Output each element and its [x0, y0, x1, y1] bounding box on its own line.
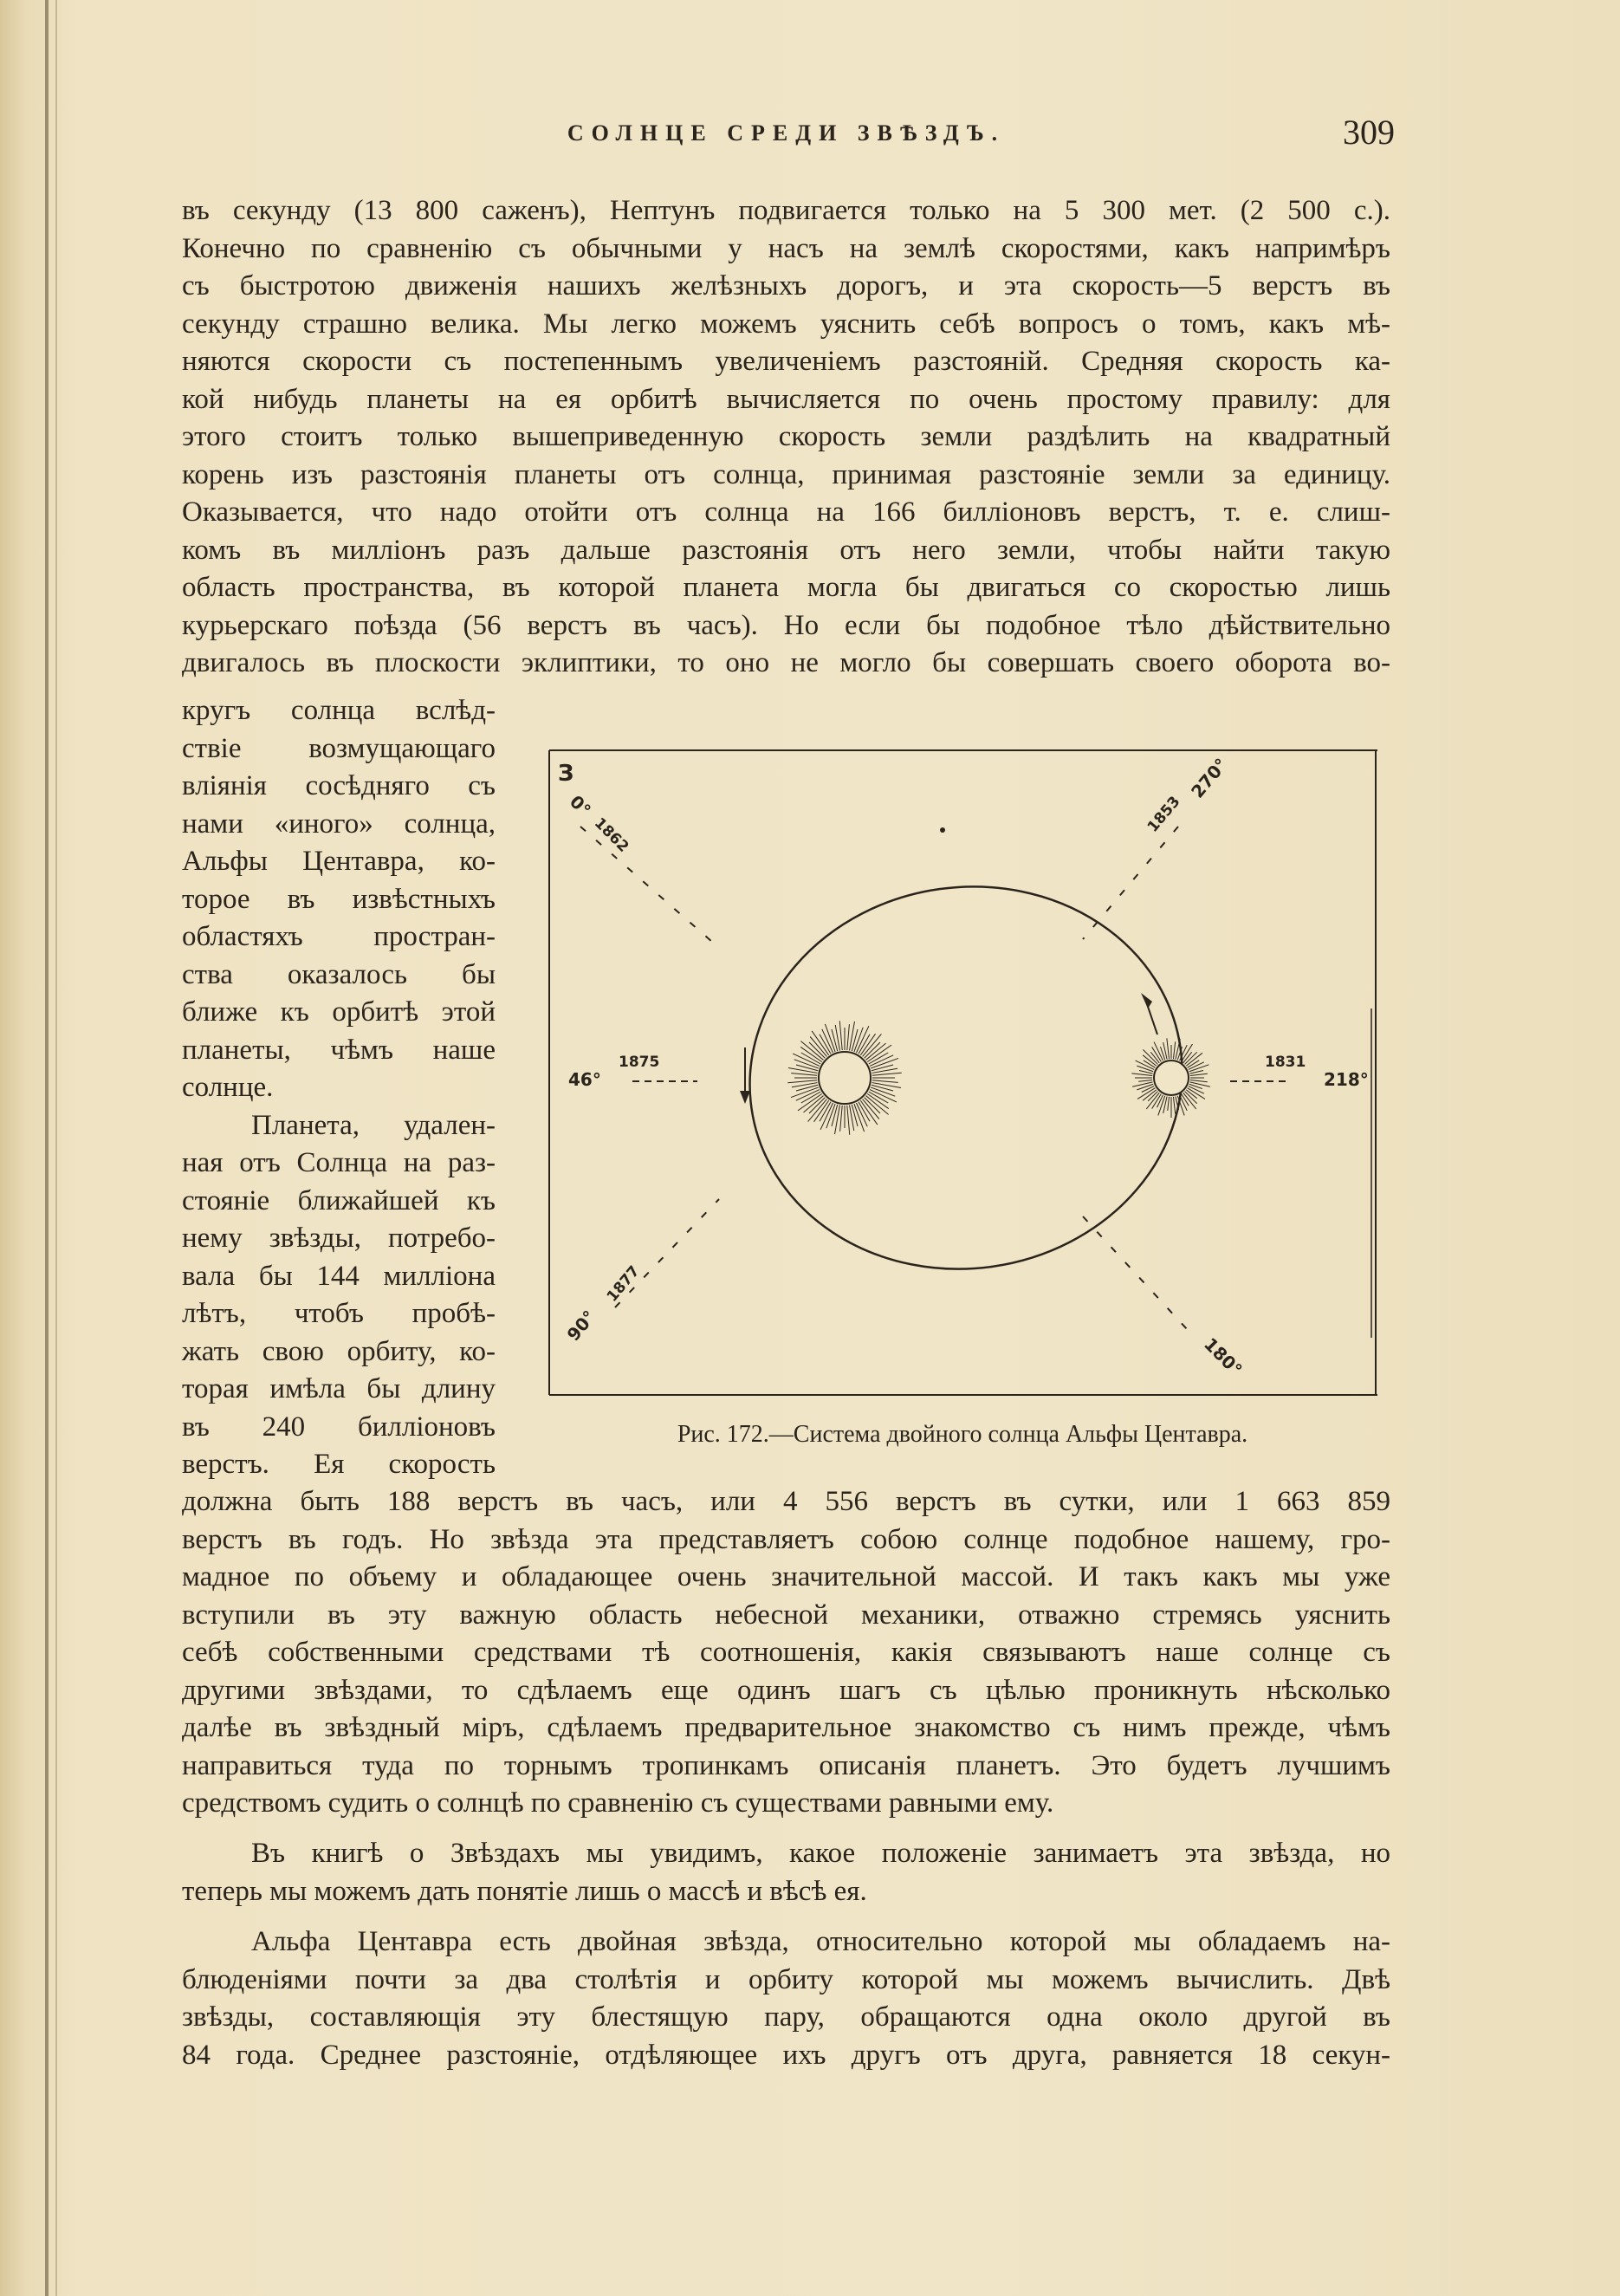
- text-line: въ секунду (13 800 саженъ), Нептунъ подвигается только на 5 300 мет. (2 500 с.).: [182, 195, 1390, 226]
- text-line: верстъ въ годъ. Но звѣзда эта представляетъ собою солнце подобное нашему, гро-: [182, 1523, 1390, 1555]
- arrow-down-head: [740, 1091, 750, 1104]
- running-title: СОЛНЦЕ СРЕДИ ЗВѢЗДЪ.: [567, 120, 1006, 146]
- star-ray: [1173, 1097, 1175, 1114]
- star-ray: [798, 1093, 822, 1111]
- text-line: мадное по объему и обладающее очень значительной массой. И такъ какъ мы уже: [182, 1561, 1390, 1592]
- text-line: въ 240 билліоновъ: [182, 1411, 496, 1443]
- line-180-deg: [1083, 1216, 1187, 1329]
- star-ray: [839, 1021, 842, 1050]
- star-ray: [1132, 1082, 1152, 1086]
- star-ray: [1142, 1086, 1154, 1093]
- text-line: нему звѣзды, потребо-: [182, 1223, 496, 1254]
- text-line: кой нибудь планеты на ея орбитѣ вычисляется по очень простому правилу: для: [182, 383, 1390, 415]
- text-line: ближе къ орбитѣ этой: [182, 996, 496, 1028]
- text-line: средствомъ судить о солнцѣ по сравненію съ существами равными ему.: [182, 1787, 1054, 1819]
- line-270-deg: [1083, 827, 1178, 939]
- alpha-centauri-orbit-diagram: [546, 749, 1379, 1397]
- arrow-up-head: [1141, 993, 1152, 1009]
- page-number: 309: [1343, 113, 1395, 152]
- text-line: область пространства, въ которой планета могла бы двигаться со скоростью лишь: [182, 572, 1390, 603]
- star-ray: [812, 1031, 829, 1055]
- text-line: кругъ солнца вслѣд-: [182, 695, 496, 726]
- text-line: вступили въ эту важную область небесной механики, отважно стремясь уяснить: [182, 1599, 1390, 1631]
- text-line: съ быстротою движенія нашихъ желѣзныхъ дорогъ, и эта скорость—5 верстъ въ: [182, 270, 1390, 302]
- star-ray: [850, 1022, 855, 1050]
- text-line: стояніе ближайшей къ: [182, 1184, 496, 1216]
- text-line: другими звѣздами, то сдѣлаемъ еще одинъ шагъ съ цѣлью проникнуть нѣсколько: [182, 1674, 1390, 1706]
- label-1877: 1877: [603, 1262, 644, 1306]
- star-ray: [808, 1099, 827, 1122]
- star-ray: [791, 1073, 817, 1076]
- star-ray: [787, 1080, 817, 1083]
- text-line: должна быть 188 верстъ въ часъ, или 4 556 верстъ въ сутки, или 1 663 859: [182, 1486, 1390, 1517]
- label-218-deg: 218°: [1324, 1069, 1369, 1090]
- arrow-up-line: [1146, 1002, 1157, 1034]
- line-0-deg: [580, 827, 719, 948]
- star-ray: [872, 1073, 902, 1075]
- text-line: лѣтъ, чтобъ пробѣ-: [182, 1298, 496, 1329]
- text-line: областяхъ простран-: [182, 921, 496, 952]
- text-line: ная отъ Солнца на раз-: [182, 1147, 496, 1178]
- star-ray: [835, 1106, 840, 1134]
- star-ray: [1138, 1080, 1152, 1081]
- text-line: верстъ. Ея скорость: [182, 1449, 496, 1480]
- text-line: Альфы Центавра, ко-: [182, 846, 496, 877]
- page-spine-shadow: [45, 0, 49, 2296]
- small-dot: [940, 827, 945, 833]
- star-ray: [867, 1045, 891, 1062]
- line-90-deg: [615, 1199, 719, 1307]
- text-line: ства оказалось бы: [182, 958, 496, 990]
- label-90-deg: 90°: [562, 1306, 600, 1346]
- star-ray: [1167, 1038, 1170, 1059]
- text-line: Оказывается, что надо отойти отъ солнца на 166 билліоновъ верстъ, т. е. слиш-: [182, 496, 1390, 528]
- text-line: жать свою орбиту, ко-: [182, 1335, 496, 1367]
- star-ray: [1190, 1073, 1208, 1075]
- star-ray: [804, 1096, 824, 1112]
- paragraph-3: [182, 1835, 1390, 1910]
- star-ray: [1168, 1097, 1170, 1111]
- text-line: торая имѣла бы длину: [182, 1373, 496, 1404]
- star-ray: [847, 1106, 850, 1135]
- text-line: корень изъ разстоянія планеты отъ солнца, принимая разстояніе земли за единицу.: [182, 458, 1390, 490]
- text-line: Планета, удален-: [251, 1109, 496, 1141]
- label-270-deg: 270°: [1187, 754, 1232, 802]
- text-line: вліянія сосѣдняго съ: [182, 770, 496, 801]
- label-180-deg: 180°: [1200, 1333, 1247, 1380]
- secondary-star: [1131, 1038, 1210, 1118]
- label-1862: 1862: [590, 814, 632, 856]
- star-ray: [810, 1037, 826, 1057]
- star-ray: [866, 1043, 886, 1060]
- label-46-deg: 46°: [568, 1069, 601, 1090]
- star-ray: [1173, 1041, 1175, 1059]
- text-line: вала бы 144 милліона: [182, 1260, 496, 1292]
- text-line: нами «иного» солнца,: [182, 807, 496, 840]
- star-ray: [1190, 1080, 1208, 1081]
- text-line: Альфа Центавра есть двойная звѣзда, относительно которой мы обладаемъ на-: [251, 1926, 1390, 1957]
- text-line: Въ книгѣ о Звѣздахъ мы увидимъ, какое положеніе занимаетъ эта звѣзда, но: [251, 1838, 1390, 1869]
- star-ray: [1157, 1095, 1163, 1107]
- primary-star: [787, 1021, 901, 1134]
- star-ray: [788, 1068, 817, 1073]
- label-1875: 1875: [619, 1054, 660, 1071]
- text-line: планеты, чѣмъ наше: [182, 1034, 496, 1066]
- star-ray: [1131, 1073, 1152, 1076]
- star-ray: [1176, 1039, 1180, 1059]
- star-ray: [800, 1041, 823, 1060]
- text-line: солнце.: [182, 1072, 274, 1103]
- text-line: звѣзды, составляющія эту блестящую пару, обращаются одна около другой въ: [182, 2001, 1390, 2033]
- paragraph-2: [182, 1483, 1390, 1823]
- text-line: секунду страшно велика. Мы легко можемъ уяснить себѣ вопросъ о томъ, какъ мѣ-: [182, 308, 1390, 340]
- text-line: Конечно по сравненію съ обычными у насъ на землѣ скоростями, какъ напримѣръ: [182, 232, 1390, 264]
- label-0-deg: 0°: [566, 791, 595, 820]
- text-line: комъ въ милліонъ разъ дальше разстоянія отъ него земли, чтобы найти такую: [182, 534, 1390, 566]
- star-ray: [863, 1034, 882, 1056]
- text-line: далѣе въ звѣздный міръ, сдѣлаемъ предварительное знакомство съ нимъ прежде, чѣмъ: [182, 1712, 1390, 1743]
- figure-caption: Рис. 172.—Система двойного солнца Альфы Центавра.: [677, 1421, 1248, 1448]
- text-line: торое въ извѣстныхъ: [182, 883, 496, 915]
- figure-172: [546, 749, 1379, 1397]
- page-spine-edge: [55, 0, 57, 2296]
- star-ray: [872, 1083, 901, 1088]
- paragraph-4: [182, 1923, 1390, 2074]
- text-line: ствіе возмущающаго: [182, 732, 496, 764]
- text-line: блюденіями почти за два столѣтія и орбиту которой мы можемъ вычислить. Двѣ: [182, 1963, 1390, 1995]
- label-1831: 1831: [1265, 1054, 1306, 1071]
- text-line: теперь мы можемъ дать понятіе лишь о массѣ и вѣсѣ ея.: [182, 1875, 867, 1907]
- text-line: курьерскаго поѣзда (56 верстъ въ часъ). Но если бы подобное тѣло дѣйствительно: [182, 609, 1390, 641]
- text-line: 84 года. Среднее разстояніе, отдѣляющее ихъ другъ отъ друга, равняется 18 секун-: [182, 2039, 1390, 2071]
- star-ray: [840, 1106, 843, 1132]
- star-ray: [1189, 1082, 1209, 1086]
- star-ray: [847, 1024, 850, 1050]
- label-1853: 1853: [1144, 793, 1184, 836]
- text-line: направиться туда по торнымъ тропинкамъ описанія планетъ. Это будетъ лучшимъ: [182, 1749, 1390, 1781]
- narrow-column: [182, 692, 496, 1484]
- star-ray: [863, 1099, 879, 1119]
- text-line: няются скорости съ постепеннымъ увеличеніемъ разстояній. Средняя скорость ка-: [182, 346, 1390, 377]
- text-line: этого стоитъ только вышеприведенную скорость земли раздѣлить на квадратный: [182, 421, 1390, 452]
- star-ray: [872, 1080, 898, 1083]
- star-ray: [866, 1096, 889, 1115]
- text-line: двигалось въ плоскости эклиптики, то оно не могло бы совершать своего оборота во-: [182, 647, 1390, 678]
- corner-label: З: [558, 761, 574, 787]
- page-header: [178, 113, 1395, 160]
- text-line: себѣ собственными средствами тѣ соотношенія, какія связываютъ наше солнце съ: [182, 1637, 1390, 1668]
- star-ray: [860, 1100, 878, 1125]
- paragraph-1: [182, 192, 1390, 683]
